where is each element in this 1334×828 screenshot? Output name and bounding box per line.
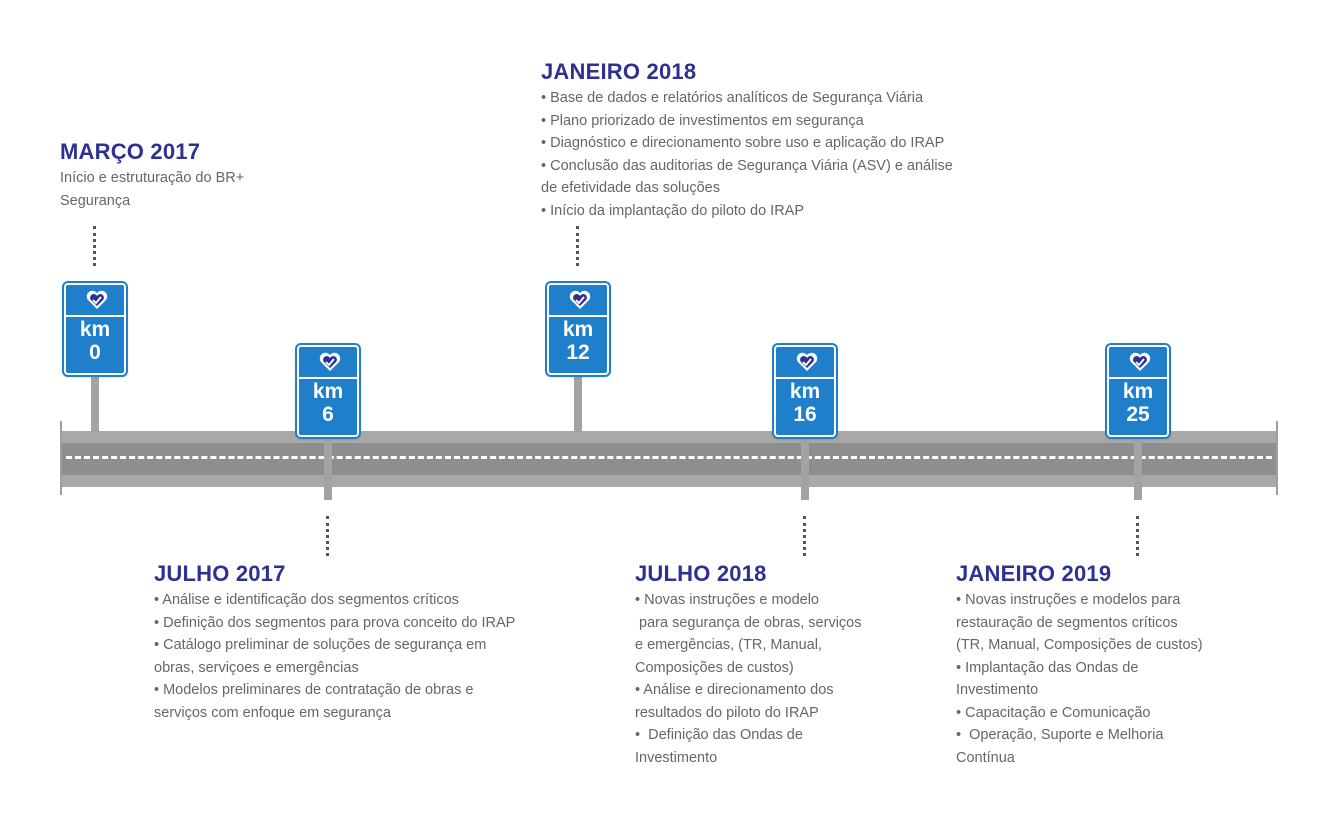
- sign-km-label: km: [312, 380, 344, 403]
- connector-julho-2018: [803, 516, 806, 556]
- road-lane: [62, 443, 1276, 475]
- sign-pole-25: [1134, 434, 1142, 500]
- highway-road: [60, 427, 1278, 489]
- heart-shield-icon: [85, 289, 109, 311]
- milestone-line: • Implantação das Ondas de: [956, 659, 1139, 676]
- sign-km-number: 25: [1126, 403, 1150, 426]
- milestone-julho-2018: [635, 561, 925, 769]
- milestone-title: JANEIRO 2018: [541, 59, 697, 84]
- milestone-julho-2017: [154, 561, 594, 724]
- km-sign-12: [547, 283, 609, 375]
- milestone-line: • Plano priorizado de investimentos em segurança: [541, 112, 864, 129]
- milestone-title: JULHO 2018: [635, 561, 767, 586]
- road-edge-right: [1276, 421, 1278, 495]
- km-sign-16: [774, 345, 836, 437]
- km-sign-6: [297, 345, 359, 437]
- milestone-marco-2017: [60, 139, 320, 212]
- milestone-line: Composições de custos): [635, 659, 794, 676]
- connector-janeiro-2018: [576, 226, 579, 266]
- sign-km-label: km: [789, 380, 821, 403]
- milestone-line: serviços com enfoque em segurança: [154, 704, 391, 721]
- milestone-line: Investimento: [956, 682, 1039, 698]
- milestone-line: (TR, Manual, Composições de custos): [956, 637, 1203, 653]
- sign-pole-16: [801, 434, 809, 500]
- milestone-line: para segurança de obras, serviços: [635, 614, 862, 631]
- heart-shield-icon: [795, 351, 819, 373]
- milestone-line: • Modelos preliminares de contratação de obras e: [154, 682, 474, 698]
- milestone-janeiro-2018: [541, 59, 1021, 222]
- milestone-line: restauração de segmentos críticos: [956, 614, 1178, 631]
- heart-shield-icon: [318, 351, 342, 373]
- milestone-line: Início e estruturação do BR+: [60, 170, 245, 186]
- km-sign-0: [64, 283, 126, 375]
- sign-km-number: 12: [566, 341, 590, 364]
- connector-julho-2017: [326, 516, 329, 556]
- milestone-line: • Definição dos segmentos para prova conceito do IRAP: [154, 614, 516, 631]
- connector-marco-2017: [93, 226, 96, 266]
- milestone-line: • Análise e identificação dos segmentos críticos: [154, 592, 459, 608]
- milestone-line: Segurança: [60, 192, 131, 209]
- sign-pole-0: [91, 372, 99, 432]
- milestone-line: • Catálogo preliminar de soluções de segurança em: [154, 637, 487, 653]
- heart-shield-icon: [1128, 351, 1152, 373]
- sign-km-label: km: [562, 318, 594, 341]
- connector-janeiro-2019: [1136, 516, 1139, 556]
- milestone-line: • Conclusão das auditorias de Segurança Viária (ASV) e análise: [541, 157, 953, 174]
- milestone-line: Contínua: [956, 749, 1015, 766]
- milestone-title: JULHO 2017: [154, 561, 286, 586]
- milestone-title: JANEIRO 2019: [956, 561, 1112, 586]
- km-sign-25: [1107, 345, 1169, 437]
- milestone-line: Investimento: [635, 749, 718, 766]
- milestone-line: • Novas instruções e modelos para: [956, 592, 1181, 608]
- milestone-line: • Operação, Suporte e Melhoria: [956, 727, 1164, 743]
- milestone-line: • Base de dados e relatórios analíticos de Segurança Viária: [541, 90, 924, 106]
- milestone-line: • Novas instruções e modelo: [635, 592, 819, 608]
- milestone-line: • Início da implantação do piloto do IRAP: [541, 202, 805, 219]
- sign-km-number: 6: [322, 403, 334, 426]
- milestone-janeiro-2019: [956, 561, 1276, 769]
- sign-km-number: 16: [793, 403, 817, 426]
- milestone-line: • Capacitação e Comunicação: [956, 704, 1151, 721]
- milestone-line: resultados do piloto do IRAP: [635, 704, 819, 721]
- milestone-line: obras, serviçoes e emergências: [154, 659, 359, 676]
- milestone-line: • Diagnóstico e direcionamento sobre uso e aplicação do IRAP: [541, 135, 945, 151]
- sign-km-label: km: [79, 318, 111, 341]
- milestone-title: MARÇO 2017: [60, 139, 201, 164]
- milestone-line: • Análise e direcionamento dos: [635, 682, 834, 698]
- sign-km-number: 0: [89, 341, 101, 364]
- sign-pole-6: [324, 434, 332, 500]
- road-center-dashes: [66, 456, 1272, 459]
- milestone-line: de efetividade das soluções: [541, 180, 720, 196]
- heart-shield-icon: [568, 289, 592, 311]
- milestone-line: e emergências, (TR, Manual,: [635, 637, 822, 653]
- sign-pole-12: [574, 372, 582, 432]
- sign-km-label: km: [1122, 380, 1154, 403]
- milestone-line: • Definição das Ondas de: [635, 727, 803, 743]
